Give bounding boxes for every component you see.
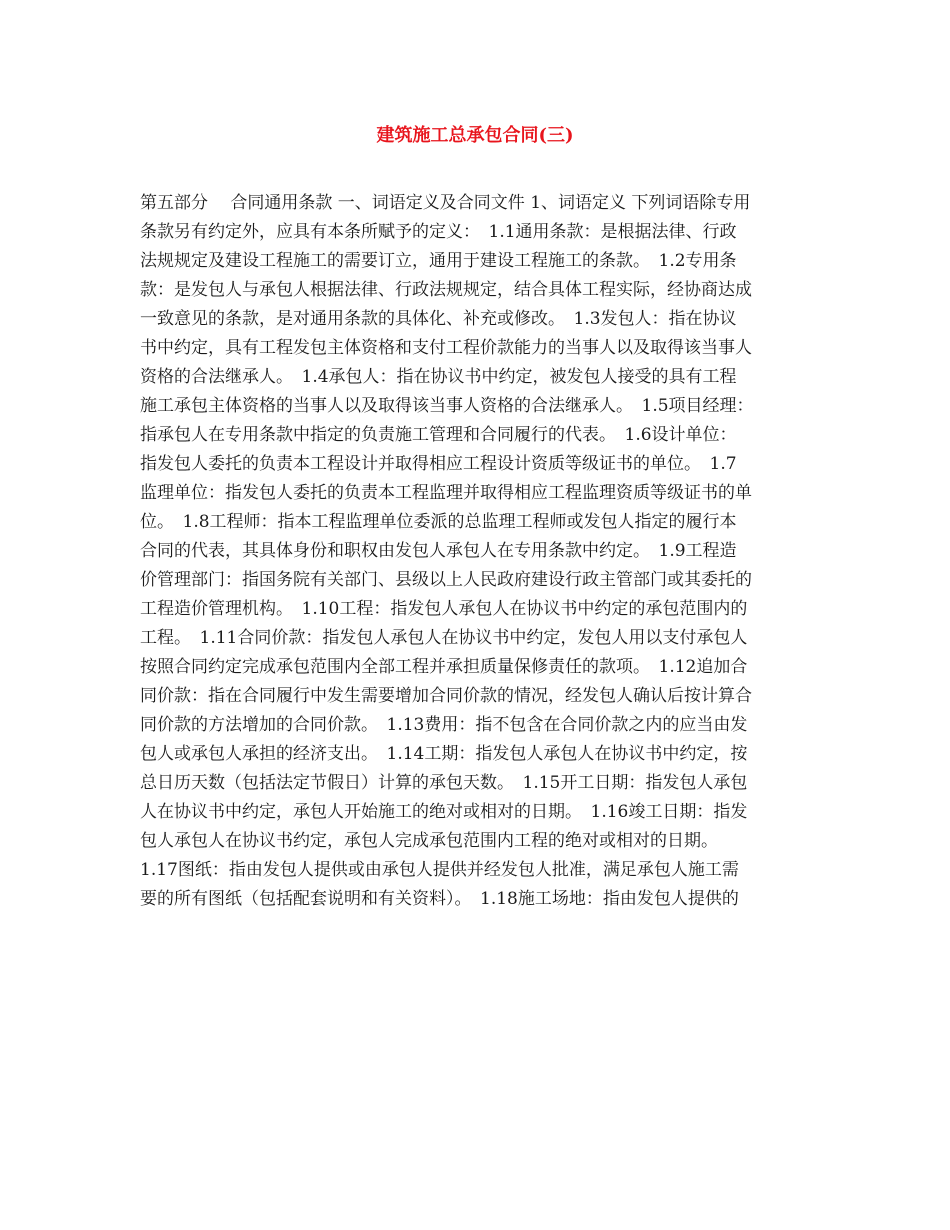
body-line: 指承包人在专用条款中指定的负责施工管理和合同履行的代表。 1.6设计单位： <box>140 425 737 445</box>
body-line: 同价款：指在合同履行中发生需要增加合同价款的情况，经发包人确认后按计算合 <box>140 686 752 706</box>
body-line: 1.17图纸：指由发包人提供或由承包人提供并经发包人批准，满足承包人施工需 <box>140 860 739 880</box>
body-line: 包人承包人在协议书约定，承包人完成承包范围内工程的绝对或相对的日期。 <box>140 831 718 851</box>
body-line: 人在协议书中约定，承包人开始施工的绝对或相对的日期。 1.16竣工日期：指发 <box>140 802 748 822</box>
body-line: 要的所有图纸（包括配套说明和有关资料）。 1.18施工场地：指由发包人提供的 <box>140 889 739 909</box>
document-body <box>140 189 815 914</box>
body-line: 价管理部门：指国务院有关部门、县级以上人民政府建设行政主管部门或其委托的 <box>140 570 752 590</box>
body-line: 监理单位：指发包人委托的负责本工程监理并取得相应工程监理资质等级证书的单 <box>140 483 752 503</box>
body-line: 法规规定及建设工程施工的需要订立，通用于建设工程施工的条款。 1.2专用条 <box>140 251 737 271</box>
body-line: 合同的代表，其具体身份和职权由发包人承包人在专用条款中约定。 1.9工程造 <box>140 541 737 561</box>
body-line: 施工承包主体资格的当事人以及取得该当事人资格的合法继承人。 1.5项目经理： <box>140 396 754 416</box>
body-line: 条款另有约定外，应具有本条所赋予的定义： 1.1通用条款：是根据法律、行政 <box>140 222 737 242</box>
body-line: 按照合同约定完成承包范围内全部工程并承担质量保修责任的款项。 1.12追加合 <box>140 657 748 677</box>
body-line: 第五部分 合同通用条款 一、词语定义及合同文件 1、词语定义 下列词语除专用 <box>140 193 751 213</box>
body-line: 同价款的方法增加的合同价款。 1.13费用：指不包含在合同价款之内的应当由发 <box>140 715 748 735</box>
body-line: 总日历天数（包括法定节假日）计算的承包天数。 1.15开工日期：指发包人承包 <box>140 773 748 793</box>
body-line: 资格的合法继承人。 1.4承包人：指在协议书中约定，被发包人接受的具有工程 <box>140 367 737 387</box>
body-line: 工程造价管理机构。 1.10工程：指发包人承包人在协议书中约定的承包范围内的 <box>140 599 748 619</box>
body-line: 位。 1.8工程师：指本工程监理单位委派的总监理工程师或发包人指定的履行本 <box>140 512 737 532</box>
body-line: 包人或承包人承担的经济支出。 1.14工期：指发包人承包人在协议书中约定，按 <box>140 744 748 764</box>
body-line: 工程。 1.11合同价款：指发包人承包人在协议书中约定，发包人用以支付承包人 <box>140 628 748 648</box>
body-line: 书中约定，具有工程发包主体资格和支付工程价款能力的当事人以及取得该当事人 <box>140 338 752 358</box>
body-line: 一致意见的条款，是对通用条款的具体化、补充或修改。 1.3发包人：指在协议 <box>140 309 737 329</box>
body-line: 指发包人委托的负责本工程设计并取得相应工程设计资质等级证书的单位。 1.7 <box>140 454 737 474</box>
body-line: 款：是发包人与承包人根据法律、行政法规规定，结合具体工程实际，经协商达成 <box>140 280 752 300</box>
document-title: 建筑施工总承包合同(三) <box>376 125 574 146</box>
